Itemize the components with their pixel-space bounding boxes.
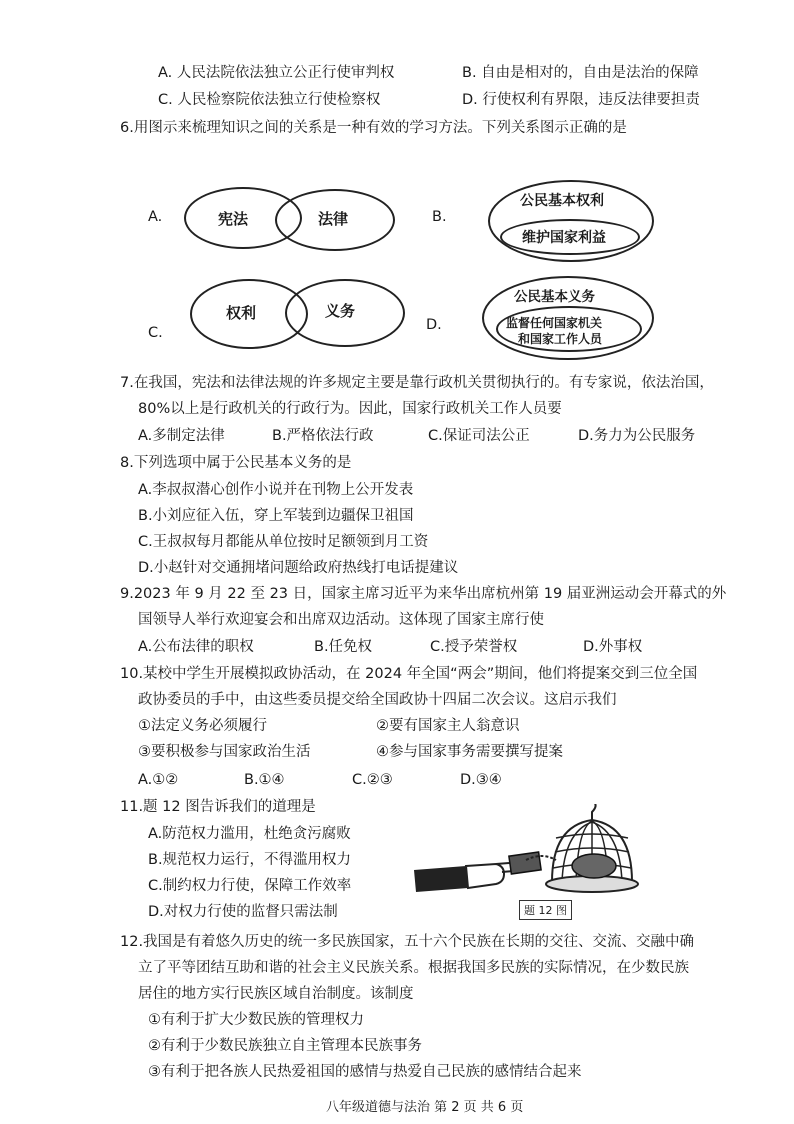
q8-option-a: A.李叔叔潜心创作小说并在刊物上公开发表 [138,482,414,498]
q9-line-1: 9.2023 年 9 月 22 至 23 日，国家主席习近平为来华出席杭州第 19 届亚洲运动会开幕式的外 [120,586,727,602]
q12-line-2: 立了平等团结互助和谐的社会主义民族关系。根据我国多民族的实际情况，在少数民族 [138,960,689,976]
q12-item-2: ②有利于少数民族独立自主管理本民族事务 [148,1038,422,1054]
q10-item-1: ①法定义务必须履行 [138,718,267,734]
q10-option-d: D.③④ [460,772,502,788]
q8-stem: 8.下列选项中属于公民基本义务的是 [120,455,352,471]
diagram-a-left-text: 宪法 [218,210,249,228]
diagram-b-inner-text: 维护国家利益 [522,230,606,246]
diagram-c-left-text: 权利 [226,304,257,322]
q8-option-b: B.小刘应征入伍，穿上军装到边疆保卫祖国 [138,508,414,524]
q12-line-1: 12.我国是有着悠久历史的统一多民族国家，五十六个民族在长期的交往、交流、交融中确 [120,934,695,950]
q10-option-c: C.②③ [352,772,393,788]
q7-line-1: 7.在我国，宪法和法律法规的许多规定主要是靠行政机关贯彻执行的。有专家说，依法治国， [120,375,714,391]
q9-option-d: D.外事权 [583,639,643,655]
q10-item-2: ②要有国家主人翁意识 [376,718,520,734]
q11-stem: 11.题 12 图告诉我们的道理是 [120,799,316,815]
q11-option-c: C.制约权力行使，保障工作效率 [148,878,352,894]
q9-option-a: A.公布法律的职权 [138,639,254,655]
q6-d-label: D. [426,317,442,333]
q10-option-b: B.①④ [244,772,285,788]
diagram-c-right-text: 义务 [325,302,356,320]
q6-stem: 6.用图示来梳理知识之间的关系是一种有效的学习方法。下列关系图示正确的是 [120,120,627,136]
diagram-d-inner-text-1: 监督任何国家机关 [506,316,603,330]
q6-c-label: C. [148,325,163,341]
q8-option-c: C.王叔叔每月都能从单位按时足额领到月工资 [138,534,429,550]
q7-option-c: C.保证司法公正 [428,428,530,444]
q5-option-d: D. 行使权利有界限，违反法律要担责 [462,92,700,108]
q7-option-d: D.务力为公民服务 [578,428,696,444]
figure-12-caption: 题 12 图 [519,900,572,920]
diagram-a-right-text: 法律 [318,210,349,228]
q7-line-2: 80%以上是行政机关的行政行为。因此，国家行政机关工作人员要 [138,401,562,417]
q8-option-d: D.小赵针对交通拥堵问题给政府热线打电话提建议 [138,560,459,576]
q6-b-label: B. [432,209,447,225]
q9-line-2: 国领导人举行欢迎宴会和出席双边活动。这体现了国家主席行使 [138,612,544,628]
q12-item-3: ③有利于把各族人民热爱祖国的感情与热爱自己民族的感情结合起来 [148,1064,582,1080]
q12-line-3: 居住的地方实行民族区域自治制度。该制度 [138,986,414,1002]
q10-item-3: ③要积极参与国家政治生活 [138,744,311,760]
diagram-b-outer-text: 公民基本权利 [520,193,604,209]
q11-option-d: D.对权力行使的监督只需法制 [148,904,338,920]
q5-option-c: C. 人民检察院依法独立行使检察权 [158,92,381,108]
q9-option-c: C.授予荣誉权 [430,639,518,655]
q10-line-1: 10.某校中学生开展模拟政协活动，在 2024 年全国“两会”期间，他们将提案交到三位全国 [120,666,698,682]
q5-option-a: A. 人民法院依法独立公正行使审判权 [158,65,395,81]
q11-option-b: B.规范权力运行，不得滥用权力 [148,852,352,868]
q6-a-label: A. [148,209,163,225]
q7-option-b: B.严格依法行政 [272,428,374,444]
page-footer: 八年级道德与法治 第 2 页 共 6 页 [326,1100,524,1115]
q10-option-a: A.①② [138,772,179,788]
q12-item-1: ①有利于扩大少数民族的管理权力 [148,1012,364,1028]
q11-option-a: A.防范权力滥用，杜绝贪污腐败 [148,826,351,842]
q9-option-b: B.任免权 [314,639,373,655]
q5-option-b: B. 自由是相对的，自由是法治的保障 [462,65,699,81]
q10-item-4: ④参与国家事务需要撰写提案 [376,744,563,760]
cage-illustration [412,804,652,902]
diagram-d-inner-text-2: 和国家工作人员 [518,332,603,346]
q10-line-2: 政协委员的手中，由这些委员提交给全国政协十四届二次会议。这启示我们 [138,692,617,708]
diagram-d-outer-text: 公民基本义务 [514,289,595,305]
q7-option-a: A.多制定法律 [138,428,225,444]
